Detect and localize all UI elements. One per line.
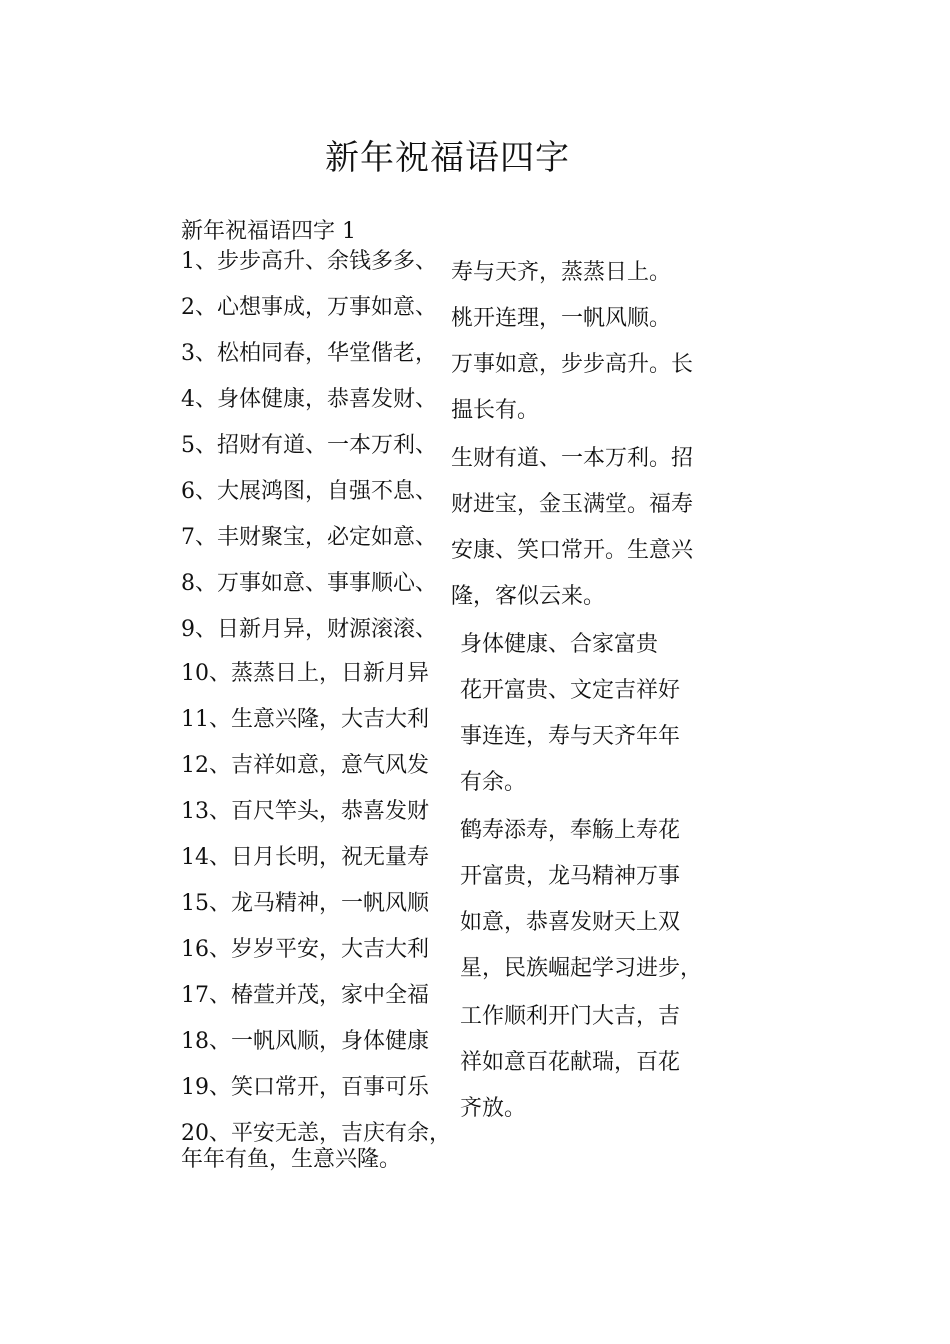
list-item: 4、身体健康，恭喜发财、 — [181, 387, 437, 412]
paragraph-line: 事连连，寿与天齐年年 — [460, 724, 681, 749]
paragraph-line: 揾长有。 — [451, 398, 540, 423]
list-item: 18、一帆风顺，身体健康 — [181, 1029, 429, 1054]
list-item: 10、蒸蒸日上，日新月异 — [181, 661, 429, 686]
paragraph-line: 财进宝，金玉满堂。福寿 — [451, 492, 694, 517]
paragraph-line: 齐放。 — [460, 1096, 527, 1121]
paragraph-line: 工作顺利开门大吉，吉 — [460, 1004, 681, 1029]
list-item: 12、吉祥如意，意气风发 — [181, 753, 429, 778]
left-item-continuation: 年年有鱼，生意兴隆。 — [181, 1147, 402, 1172]
page-title: 新年祝福语四字 — [325, 138, 570, 178]
list-item: 7、丰财聚宝，必定如意、 — [181, 525, 437, 550]
paragraph-line: 祥如意百花献瑞，百花 — [460, 1050, 681, 1075]
list-item: 13、百尺竿头，恭喜发财 — [181, 799, 429, 824]
paragraph-line: 鹤寿添寿，奉觞上寿花 — [460, 818, 681, 843]
list-item: 3、松柏同春，华堂偕老， — [181, 341, 437, 366]
list-item: 14、日月长明，祝无量寿 — [181, 845, 429, 870]
list-item: 9、日新月异，财源滚滚、 — [181, 617, 437, 642]
list-item: 17、椿萱并茂，家中全福 — [181, 983, 429, 1008]
list-item: 19、笑口常开，百事可乐 — [181, 1075, 429, 1100]
list-item: 6、大展鸿图，自强不息、 — [181, 479, 437, 504]
paragraph-line: 寿与天齐，蒸蒸日上。 — [451, 260, 672, 285]
list-item: 15、龙马精神，一帆风顺 — [181, 891, 429, 916]
list-item: 2、心想事成，万事如意、 — [181, 295, 437, 320]
paragraph-line: 如意，恭喜发财天上双 — [460, 910, 681, 935]
paragraph-line: 有余。 — [460, 770, 527, 795]
paragraph-line: 隆，客似云来。 — [451, 584, 606, 609]
list-item: 16、岁岁平安，大吉大利 — [181, 937, 429, 962]
paragraph-line: 花开富贵、文定吉祥好 — [460, 678, 681, 703]
paragraph-line: 星，民族崛起学习进步， — [460, 956, 703, 981]
paragraph-line: 安康、笑口常开。生意兴 — [451, 538, 694, 563]
list-item: 8、万事如意、事事顺心、 — [181, 571, 437, 596]
paragraph-line: 开富贵，龙马精神万事 — [460, 864, 681, 889]
list-item: 20、平安无恙，吉庆有余， — [181, 1121, 451, 1146]
section-heading: 新年祝福语四字 1 — [181, 219, 356, 244]
list-item: 5、招财有道、一本万利、 — [181, 433, 437, 458]
paragraph-line: 身体健康、合家富贵 — [460, 632, 659, 657]
paragraph-line: 生财有道、一本万利。招 — [451, 446, 694, 471]
list-item: 11、生意兴隆，大吉大利 — [181, 707, 429, 732]
list-item: 1、步步高升、余钱多多、 — [181, 249, 437, 274]
paragraph-line: 桃开连理，一帆风顺。 — [451, 306, 672, 331]
paragraph-line: 万事如意，步步高升。长 — [451, 352, 694, 377]
